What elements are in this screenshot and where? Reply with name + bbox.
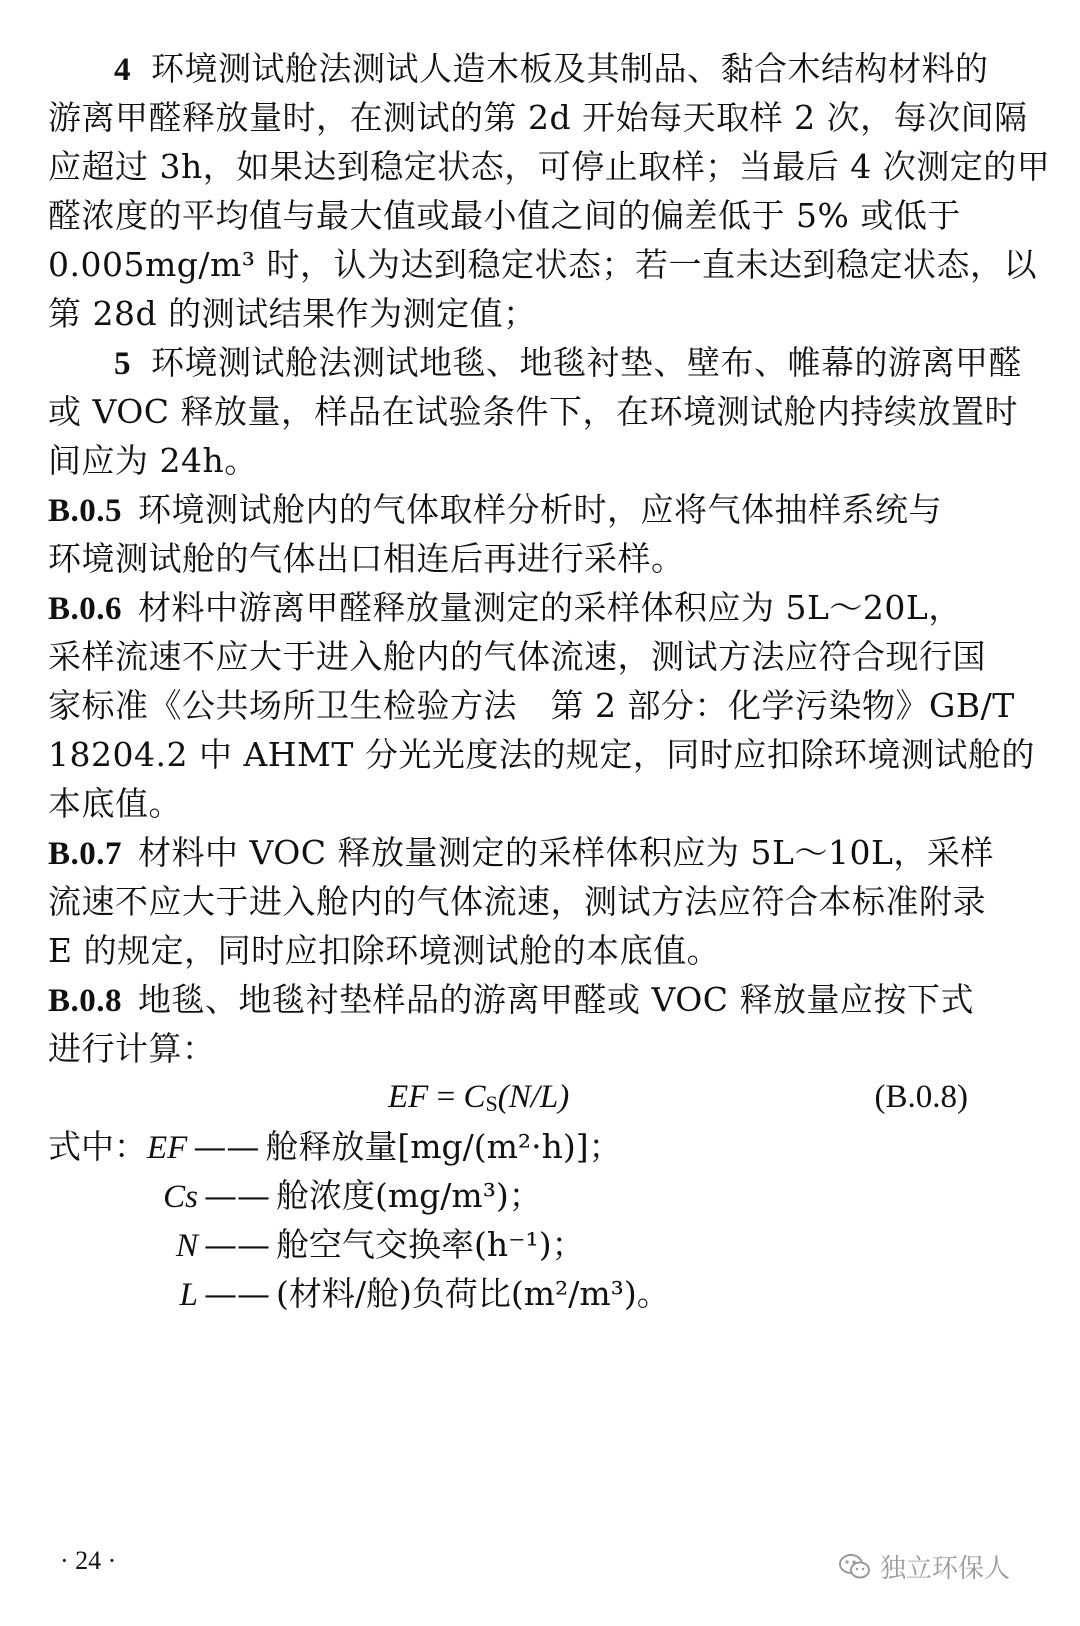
clause-line [48, 485, 968, 534]
paragraph-line: 0.005mg/m³ 时，认为达到稳定状态；若一直未达到稳定状态，以 [48, 245, 1038, 284]
variable-symbol: Cs [163, 1179, 198, 1215]
clause-line: 本底值。 [48, 784, 182, 823]
clause-line: E 的规定，同时应扣除环境测试舱的本底值。 [48, 931, 721, 970]
variables-lead: 式中： [48, 1127, 147, 1166]
watermark [838, 1548, 1010, 1585]
formula [388, 1073, 569, 1128]
paragraph-text: 环境测试舱法测试人造木板及其制品、黏合木结构材料的 [151, 49, 989, 88]
variable-desc: 舱浓度(mg/m³)； [276, 1176, 542, 1215]
paragraph-line: 间应为 24h。 [48, 441, 258, 480]
clause-line: 采样流速不应大于进入舱内的气体流速，测试方法应符合现行国 [48, 637, 986, 676]
watermark-text: 独立环保人 [879, 1554, 1010, 1584]
clause-line: 进行计算： [48, 1029, 216, 1068]
clause-line: 家标准《公共场所卫生检验方法 第 2 部分：化学污染物》GB/T [48, 686, 1015, 725]
clause-text: 材料中 VOC 释放量测定的采样体积应为 5L～10L，采样 [138, 833, 994, 872]
clause-line [48, 828, 994, 877]
clause-line [48, 975, 975, 1024]
paragraph-line: 第 28d 的测试结果作为测定值； [48, 294, 537, 333]
variable-desc: 舱释放量[mg/(m²·h)]； [265, 1127, 622, 1166]
variable-row [48, 1122, 968, 1171]
clause-line: 流速不应大于进入舱内的气体流速，测试方法应符合本标准附录 [48, 882, 986, 921]
wechat-icon [838, 1552, 872, 1582]
paragraph-line: 或 VOC 释放量，样品在试验条件下，在环境测试舱内持续放置时 [48, 392, 1019, 431]
clause-number: B.0.5 [48, 493, 123, 529]
paragraph-line [48, 44, 989, 93]
formula-rhs: (N/L) [497, 1079, 570, 1115]
clause-text: 地毯、地毯衬垫样品的游离甲醛或 VOC 释放量应按下式 [138, 980, 975, 1019]
clause-text: 环境测试舱内的气体取样分析时，应将气体抽样系统与 [138, 490, 943, 529]
variable-symbol: L [179, 1277, 198, 1313]
variable-dash: —— [204, 1225, 270, 1264]
clause-text: 材料中游离甲醛释放量测定的采样体积应为 5L～20L， [138, 588, 962, 627]
page-number: · 24 · [60, 1546, 117, 1575]
variable-dash: —— [193, 1127, 260, 1166]
paragraph-line: 应超过 3h，如果达到稳定状态，可停止取样；当最后 4 次测定的甲 [48, 147, 1051, 186]
clause-line: 环境测试舱的气体出口相连后再进行采样。 [48, 539, 685, 578]
formula-c: C [463, 1079, 486, 1115]
paragraph-line: 游离甲醛释放量时，在测试的第 2d 开始每天取样 2 次，每次间隔 [48, 98, 1028, 137]
paragraph-line: 醛浓度的平均值与最大值或最小值之间的偏差低于 5% 或低于 [48, 196, 961, 235]
document-page [48, 44, 1051, 1318]
formula-c-subscript: S [485, 1091, 498, 1116]
variable-symbol: N [175, 1228, 198, 1264]
formula-equals: = [436, 1079, 456, 1115]
item-number: 4 [114, 52, 131, 88]
variable-desc: 舱空气交换率(h⁻¹)； [276, 1225, 585, 1264]
variable-dash: —— [204, 1176, 270, 1215]
clause-line [48, 583, 968, 632]
variable-dash: —— [204, 1274, 270, 1313]
variable-symbol: EF [147, 1130, 188, 1166]
paragraph-line [48, 338, 1022, 387]
paragraph-text: 环境测试舱法测试地毯、地毯衬垫、壁布、帷幕的游离甲醛 [151, 343, 1022, 382]
clause-line: 18204.2 中 AHMT 分光光度法的规定，同时应扣除环境测试舱的 [48, 735, 1035, 774]
variable-row [48, 1269, 968, 1318]
variable-desc: (材料/舱)负荷比(m²/m³)。 [276, 1274, 670, 1313]
formula-lhs: EF [388, 1079, 429, 1115]
formula-number: (B.0.8) [874, 1079, 968, 1115]
clause-number: B.0.8 [48, 983, 123, 1019]
formula-row [48, 1073, 968, 1122]
variable-row [48, 1171, 968, 1220]
item-number: 5 [114, 346, 131, 382]
clause-number: B.0.6 [48, 591, 123, 627]
variable-row [48, 1220, 968, 1269]
clause-number: B.0.7 [48, 836, 123, 872]
